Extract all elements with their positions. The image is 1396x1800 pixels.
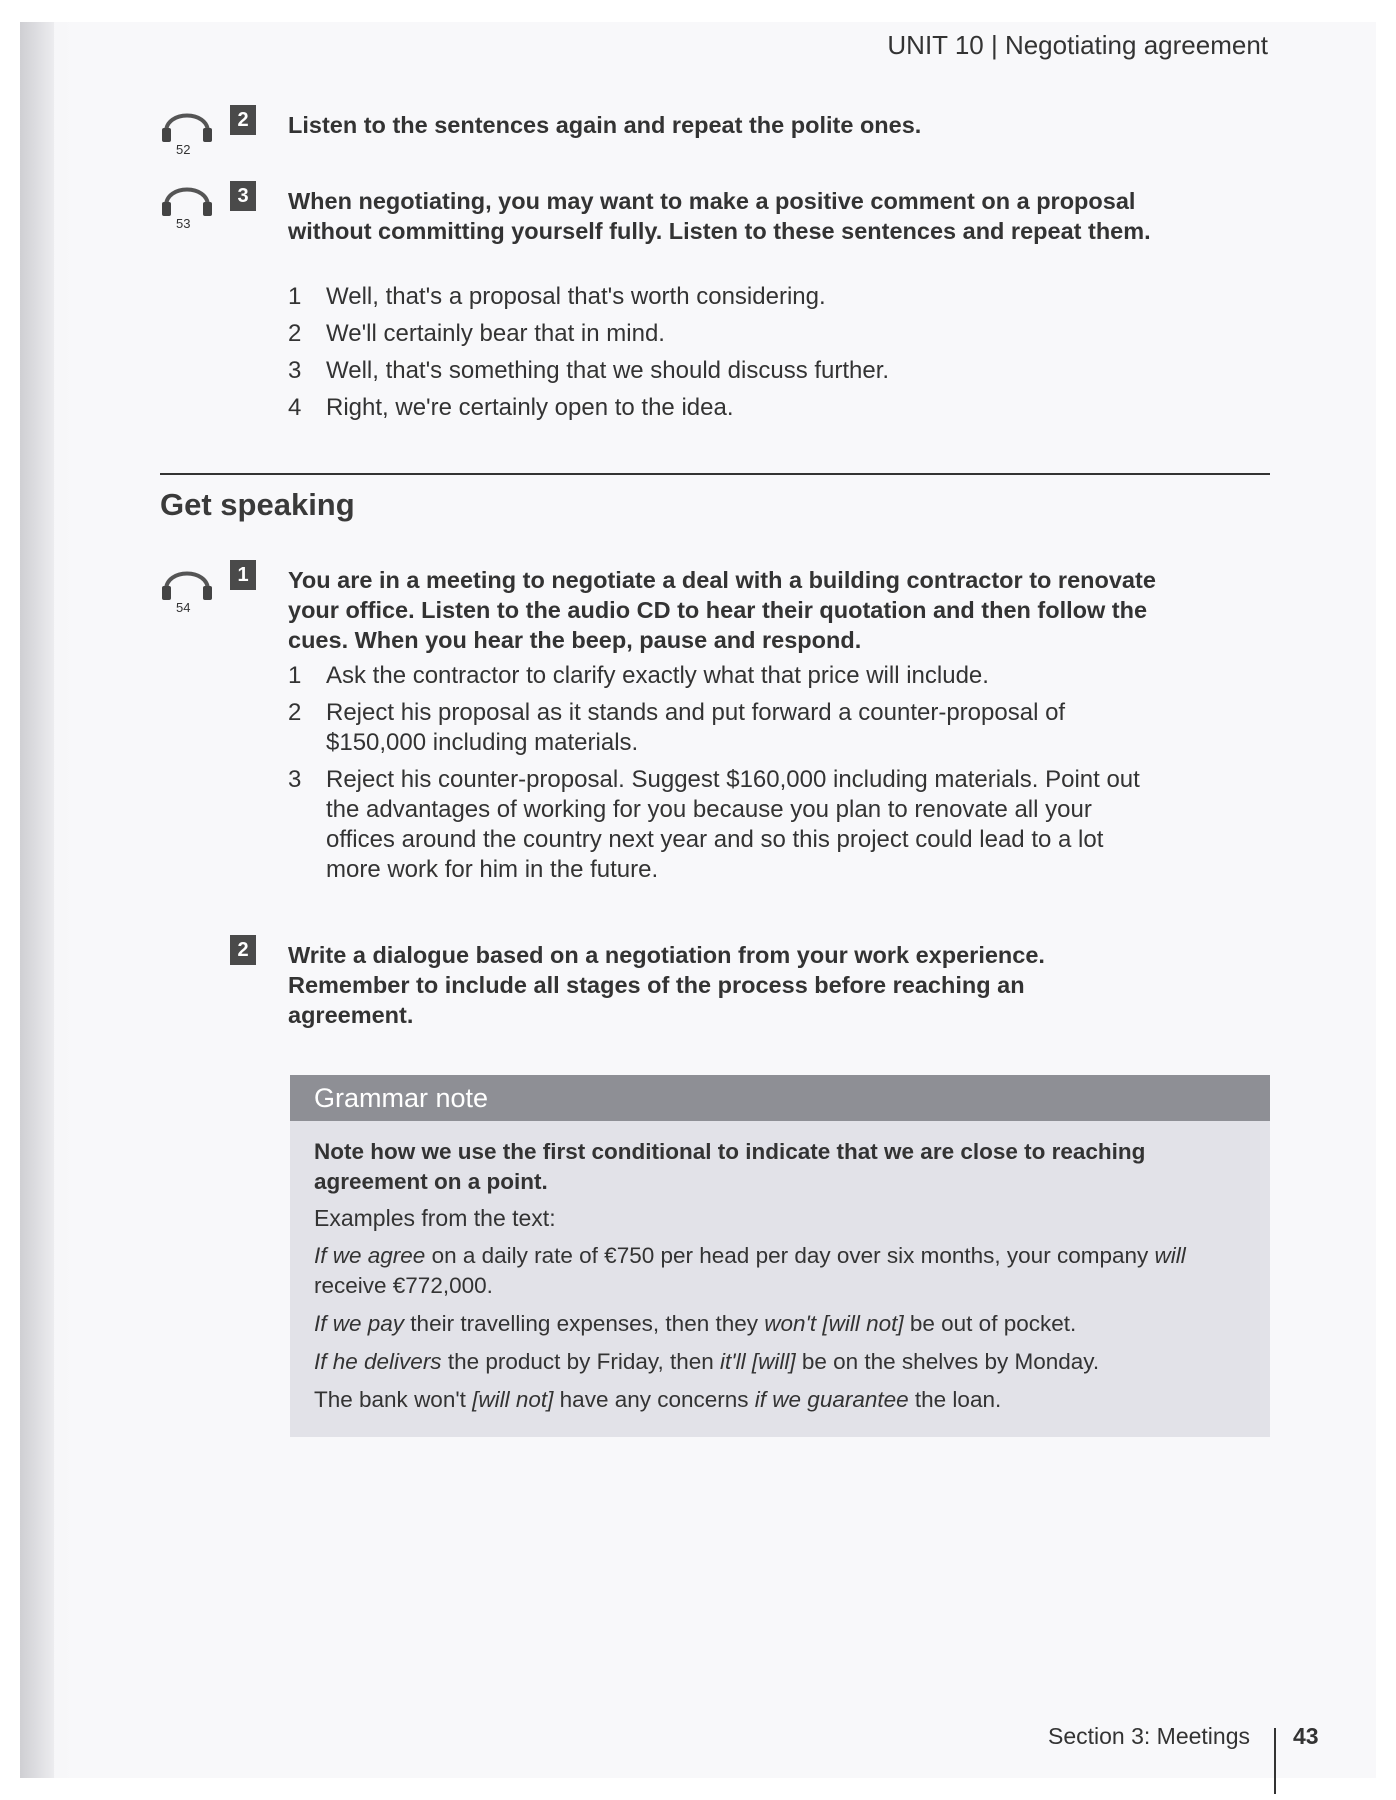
item-number: 3 — [288, 357, 302, 384]
section-divider — [160, 473, 1270, 475]
list-item — [288, 319, 1188, 349]
grammar-note-box — [290, 1075, 1270, 1437]
exercise-instruction: When negotiating, you may want to make a positive comment on a proposal without committing yourself fully. Listen to these sentences and repeat them. — [288, 188, 1151, 244]
page-number: 43 — [1293, 1723, 1319, 1749]
item-text: We'll certainly bear that in mind. — [326, 320, 665, 347]
item-number: 3 — [288, 766, 302, 793]
grammar-note-title: Grammar note — [290, 1075, 1270, 1121]
item-text: Well, that's something that we should discuss further. — [326, 357, 890, 384]
grammar-example — [314, 1385, 1246, 1415]
list-item — [288, 698, 1148, 758]
item-text: Ask the contractor to clarify exactly what that price will include. — [326, 662, 989, 689]
exercise-instruction: You are in a meeting to negotiate a deal with a building contractor to renovate your office. Listen to the audio CD to hear their quotation and then follow the cues. When you hear the beep, pause and respond. — [288, 567, 1156, 653]
example-fragment: the loan. — [908, 1387, 1002, 1412]
headphones-icon — [160, 98, 214, 168]
example-fragment: receive €772,000. — [314, 1273, 493, 1298]
example-fragment: [will not] — [472, 1387, 554, 1412]
track-number: 54 — [176, 600, 191, 615]
example-fragment: have any concerns — [553, 1387, 755, 1412]
example-fragment: If we agree — [314, 1243, 426, 1268]
list-item — [288, 765, 1148, 885]
example-fragment: their travelling expenses, then they — [404, 1311, 765, 1336]
book-spine — [20, 22, 54, 1778]
footer-divider — [1274, 1728, 1276, 1794]
grammar-note-lead: Note how we use the first conditional to indicate that we are close to reaching agreement on a point. — [314, 1139, 1146, 1194]
list-item — [288, 282, 1188, 312]
example-fragment: be on the shelves by Monday. — [795, 1349, 1100, 1374]
grammar-example — [314, 1347, 1246, 1377]
example-fragment: won't [will not] — [764, 1311, 904, 1336]
footer-section-label: Section 3: Meetings — [1047, 1723, 1250, 1749]
cue-list — [288, 661, 1148, 892]
track-number: 53 — [176, 216, 191, 231]
phrase-list — [288, 282, 1188, 430]
example-fragment: If we pay — [314, 1311, 405, 1336]
example-fragment: the product by Friday, then — [441, 1349, 721, 1374]
grammar-example — [314, 1309, 1246, 1339]
grammar-example — [314, 1241, 1246, 1301]
item-number: 2 — [288, 320, 302, 347]
example-fragment: on a daily rate of €750 per head per day over six months, your company — [425, 1243, 1155, 1268]
exercise-instruction: Listen to the sentences again and repeat the polite ones. — [288, 112, 922, 138]
example-fragment: it'll [will] — [720, 1349, 796, 1374]
exercise-number-badge: 2 — [230, 105, 256, 135]
exercise-instruction: Write a dialogue based on a negotiation from your work experience. Remember to include all stages of the process before reaching an agreement. — [288, 942, 1045, 1028]
list-item — [288, 356, 1188, 386]
track-number: 52 — [176, 142, 191, 157]
unit-header: UNIT 10 | Negotiating agreement — [887, 30, 1268, 60]
headphones-icon — [160, 556, 214, 626]
example-fragment: The bank won't — [314, 1387, 473, 1412]
item-text: Reject his proposal as it stands and put forward a counter-proposal of $150,000 including materials. — [326, 699, 1066, 756]
list-item — [288, 661, 1148, 691]
item-text: Right, we're certainly open to the idea. — [326, 394, 734, 421]
example-fragment: If he delivers — [314, 1349, 442, 1374]
example-fragment: if we guarantee — [754, 1387, 909, 1412]
item-number: 4 — [288, 394, 302, 421]
exercise-number-badge: 1 — [230, 560, 256, 590]
list-item — [288, 393, 1188, 423]
section-title: Get speaking — [160, 487, 355, 522]
exercise-number-badge: 2 — [230, 935, 256, 965]
example-fragment: will — [1154, 1243, 1186, 1268]
item-number: 1 — [288, 662, 302, 689]
item-number: 1 — [288, 283, 302, 310]
grammar-note-subtitle: Examples from the text: — [314, 1205, 556, 1231]
example-fragment: be out of pocket. — [903, 1311, 1077, 1336]
exercise-number-badge: 3 — [230, 181, 256, 211]
item-text: Reject his counter-proposal. Suggest $160,000 including materials. Point out the advantages of working for you because you plan to renovate all your offices around the country next year and so this project could lead to a lot more work for him in the future. — [326, 766, 1140, 883]
headphones-icon — [160, 172, 214, 242]
item-number: 2 — [288, 699, 302, 726]
item-text: Well, that's a proposal that's worth considering. — [326, 283, 826, 310]
